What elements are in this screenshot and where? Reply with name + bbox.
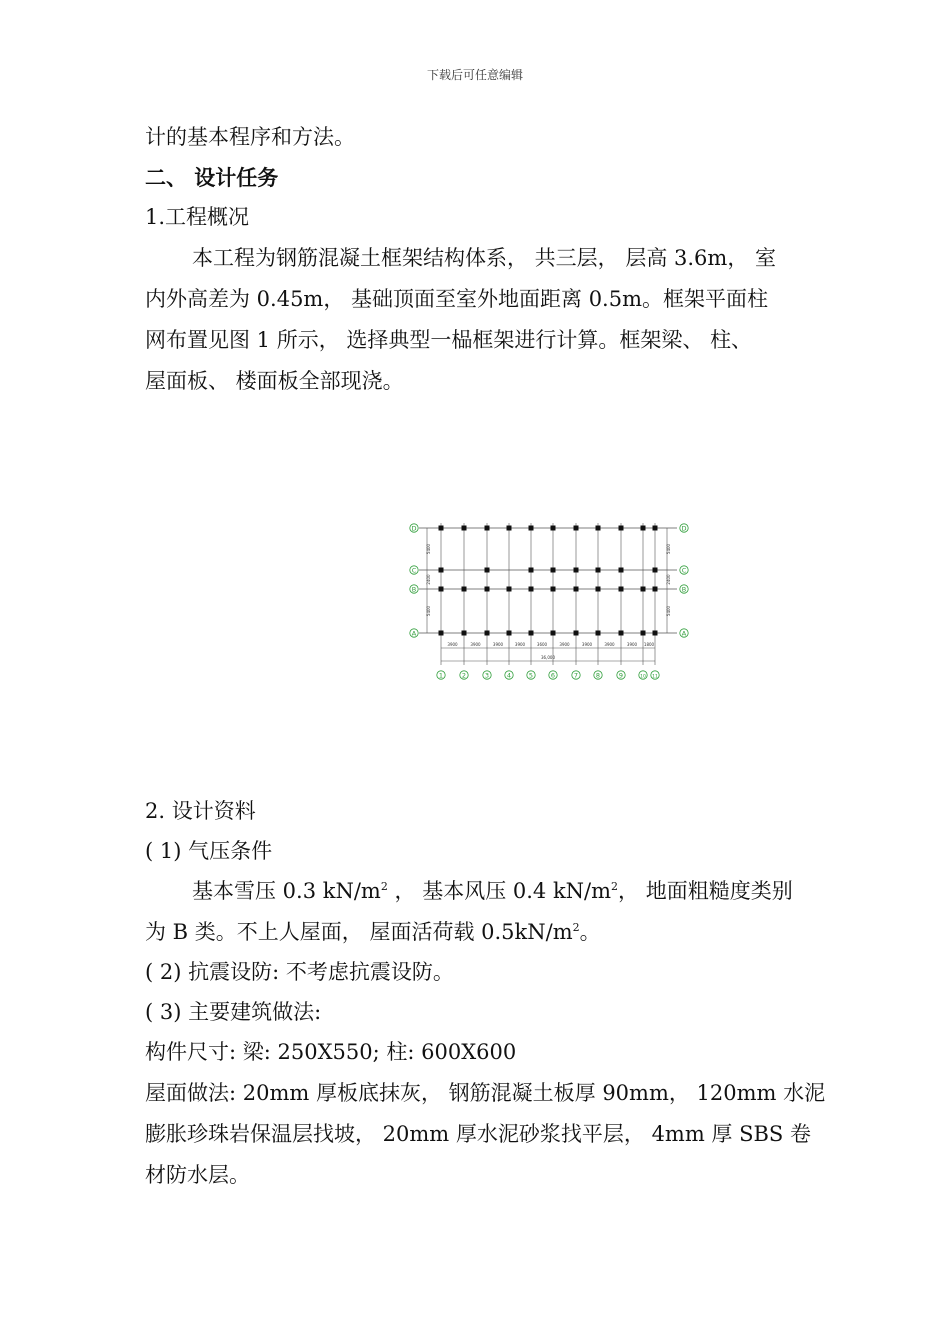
column-mark bbox=[641, 587, 646, 592]
column-mark bbox=[462, 587, 467, 592]
axis-label-C: C bbox=[411, 566, 417, 575]
column-mark bbox=[596, 568, 601, 573]
section-heading: 二、 设计任务 bbox=[145, 165, 279, 190]
subsection-title: 2. 设计资料 bbox=[145, 799, 256, 823]
axis-label-4: 4 bbox=[506, 671, 512, 680]
column-mark bbox=[653, 526, 658, 531]
column-mark bbox=[619, 631, 624, 636]
column-mark bbox=[485, 526, 490, 531]
column-mark bbox=[485, 631, 490, 636]
bay-dimension-label: 3900 bbox=[492, 642, 504, 647]
side-dimension-label: 5400 bbox=[426, 605, 431, 617]
axis-label-8: 8 bbox=[595, 671, 601, 680]
column-mark bbox=[551, 587, 556, 592]
axis-label-9: 9 bbox=[618, 671, 624, 680]
column-mark bbox=[485, 587, 490, 592]
column-grid-plan-figure bbox=[405, 515, 695, 685]
column-mark bbox=[574, 631, 579, 636]
column-mark bbox=[551, 568, 556, 573]
member-size-line: 构件尺寸: 梁: 250X550; 柱: 600X600 bbox=[145, 1040, 517, 1064]
axis-label-6: 6 bbox=[550, 671, 556, 680]
paragraph-line: 基本雪压 0.3 $kN/m^2$ ， 基本风压 0.4 $kN/m^2$， 地面粗糙度类别 bbox=[192, 879, 793, 903]
column-mark bbox=[641, 526, 646, 531]
intro-tail-line: 计的基本程序和方法。 bbox=[145, 125, 355, 149]
column-mark bbox=[653, 568, 658, 573]
paragraph-line: 内外高差为 0.45m， 基础顶面至室外地面距离 0.5m。框架平面柱 bbox=[145, 287, 769, 311]
bay-dimension-label: 3900 bbox=[604, 642, 615, 647]
axis-label-11: 11 bbox=[652, 674, 658, 680]
item-line: ( 2) 抗震设防: 不考虑抗震设防。 bbox=[145, 960, 454, 984]
bay-dimension-label: 3900 bbox=[470, 642, 481, 647]
column-mark bbox=[551, 526, 556, 531]
side-dimension-label: 5400 bbox=[666, 543, 671, 555]
axis-label-A: A bbox=[411, 629, 417, 638]
paragraph-line: 网布置见图 1 所示， 选择典型一榀框架进行计算。框架梁、 柱、 bbox=[145, 328, 753, 352]
column-mark bbox=[507, 526, 512, 531]
bay-dimension-label: 3900 bbox=[626, 642, 638, 647]
column-mark bbox=[619, 568, 624, 573]
bay-dimension-label: 3900 bbox=[581, 642, 593, 647]
axis-label-C: C bbox=[681, 566, 687, 575]
column-mark bbox=[574, 526, 579, 531]
paragraph-line: 膨胀珍珠岩保温层找坡， 20mm 厚水泥砂浆找平层， 4mm 厚 SBS 卷 bbox=[145, 1122, 811, 1146]
column-mark bbox=[619, 526, 624, 531]
paragraph-line: 材防水层。 bbox=[145, 1163, 250, 1187]
axis-label-D: D bbox=[681, 524, 687, 533]
column-mark bbox=[439, 526, 444, 531]
paragraph-line: 本工程为钢筋混凝土框架结构体系， 共三层， 层高 3.6m， 室 bbox=[192, 246, 777, 270]
paragraph-line: 屋面做法: 20mm 厚板底抹灰， 钢筋混凝土板厚 90mm， 120mm 水泥 bbox=[145, 1081, 826, 1105]
column-mark bbox=[485, 568, 490, 573]
column-mark bbox=[529, 631, 534, 636]
axis-label-A: A bbox=[681, 629, 687, 638]
paragraph-line: 为 B 类。不上人屋面， 屋面活荷载 $0.5kN/m^2$。 bbox=[145, 920, 601, 944]
column-mark bbox=[439, 587, 444, 592]
column-mark bbox=[529, 568, 534, 573]
axis-label-B: B bbox=[681, 585, 687, 594]
column-mark bbox=[439, 631, 444, 636]
total-dimension-label: 36,000 bbox=[541, 655, 555, 660]
axis-label-D: D bbox=[411, 524, 417, 533]
axis-label-3: 3 bbox=[484, 671, 490, 680]
side-dimension-label: 2400 bbox=[426, 574, 431, 585]
column-mark bbox=[641, 631, 646, 636]
page-header: 下载后可任意编辑 bbox=[426, 68, 523, 82]
column-mark bbox=[529, 587, 534, 592]
bay-dimension-label: 3900 bbox=[514, 642, 526, 647]
axis-label-1: 1 bbox=[438, 671, 444, 680]
side-dimension-label: 5400 bbox=[426, 543, 431, 555]
column-mark bbox=[462, 631, 467, 636]
axis-label-2: 2 bbox=[461, 671, 467, 680]
column-mark bbox=[507, 631, 512, 636]
item-title: ( 1) 气压条件 bbox=[145, 839, 273, 863]
column-mark bbox=[551, 631, 556, 636]
column-mark bbox=[574, 568, 579, 573]
paragraph-line: 屋面板、 楼面板全部现浇。 bbox=[145, 369, 404, 393]
item-line: ( 3) 主要建筑做法: bbox=[145, 1000, 322, 1024]
side-dimension-label: 5400 bbox=[666, 605, 671, 617]
column-mark bbox=[574, 587, 579, 592]
column-mark bbox=[596, 587, 601, 592]
column-mark bbox=[596, 631, 601, 636]
column-mark bbox=[462, 526, 467, 531]
column-mark bbox=[653, 587, 658, 592]
subsection-title: 1.工程概况 bbox=[145, 205, 250, 229]
column-mark bbox=[529, 526, 534, 531]
axis-label-10: 10 bbox=[640, 674, 646, 680]
bay-dimension-label: 3600 bbox=[536, 642, 548, 647]
axis-label-5: 5 bbox=[528, 671, 534, 680]
side-dimension-label: 2400 bbox=[666, 574, 671, 585]
axis-label-7: 7 bbox=[573, 671, 579, 680]
bay-dimension-label: 1800 bbox=[643, 642, 655, 647]
column-mark bbox=[653, 631, 658, 636]
column-mark bbox=[507, 587, 512, 592]
bay-dimension-label: 3900 bbox=[447, 642, 458, 647]
column-mark bbox=[619, 587, 624, 592]
column-mark bbox=[439, 568, 444, 573]
axis-label-B: B bbox=[411, 585, 417, 594]
bay-dimension-label: 3900 bbox=[559, 642, 570, 647]
column-mark bbox=[596, 526, 601, 531]
